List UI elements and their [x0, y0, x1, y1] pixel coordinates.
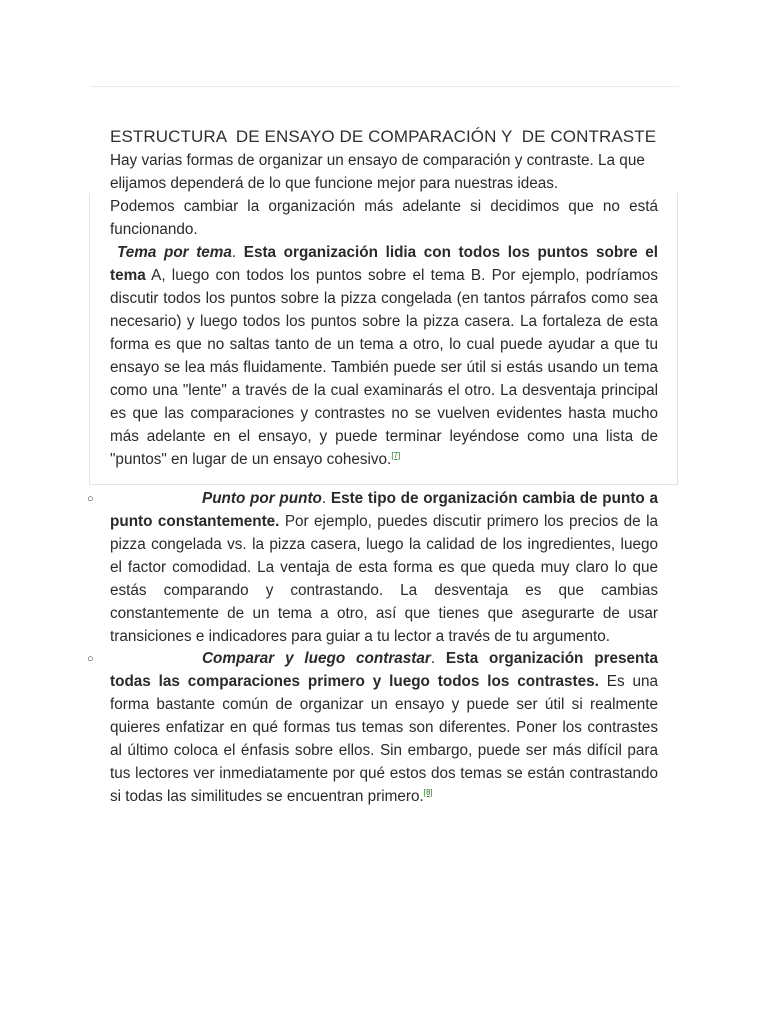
section-comparar-y-contrastar: [110, 647, 658, 808]
section-tema-por-tema: [110, 241, 658, 471]
intro-paragraph: [110, 149, 658, 195]
intro-paragraph-2: [110, 195, 658, 241]
reference-link-7[interactable]: [7]: [391, 451, 401, 460]
section2-body: Por ejemplo, puedes discutir primero los precios de la pizza congelada vs. la pizza casera, luego la calidad de los ingredientes, luego el factor comodidad. La ventaja de esta forma es que queda muy claro lo que estás comparando y contrastando. La desventaja es que cambias constantemente de un tema a otro, así que tienes que asegurarte de usar transiciones e indicadores para guiar a tu lector a través de tu argumento.: [110, 513, 658, 645]
section-punto-por-punto: [110, 487, 658, 648]
document-title: ESTRUCTURA DE ENSAYO DE COMPARACIÓN Y DE CONTRASTE: [110, 127, 657, 146]
term-comparar-y-contrastar: Comparar y luego contrastar: [202, 650, 431, 667]
section1-body: A, luego con todos los puntos sobre el tema B. Por ejemplo, podríamos discutir todos los puntos sobre la pizza congelada (en tantos párrafos como sea necesario) y luego todos los puntos sobre la pizza casera. La fortaleza de esta forma es que no saltas tanto de un tema a otro, lo cual puede ayudar a que tu ensayo se lea más fluidamente. También puede ser útil si estás usando un tema como una "lente" a través de la cual examinarás el otro. La desventaja principal es que las comparaciones y contrastes no se vuelven evidentes hasta mucho más adelante en el ensayo, y puede terminar leyéndose como una lista de "puntos" en lugar de un ensayo cohesivo.: [110, 267, 658, 468]
section1-bold-text: Esta organización lidia con todos los puntos sobre el tema: [110, 244, 659, 284]
term-separator: .: [321, 490, 327, 507]
section3-body: Es una forma bastante común de organizar un ensayo y puede ser útil si realmente quieres enfatizar en qué formas tus temas son diferentes. Poner los contrastes al último coloca el énfasis sobre ellos. Sin embargo, puede ser más difícil para tus lectores ver inmediatamente por qué estos dos temas se están contrastando si todas las similitudes se encuentran primero.: [110, 673, 658, 805]
term-tema-por-tema: Tema por tema: [117, 244, 232, 261]
reference-link-8[interactable]: [8]: [423, 788, 433, 797]
section3-bold-text: Esta organización presenta todas las comparaciones primero y luego todos los contrastes.: [110, 650, 658, 690]
term-punto-por-punto: Punto por punto: [202, 490, 322, 507]
bullet-hollow-circle-icon: ○: [87, 653, 94, 665]
term-separator: .: [430, 650, 436, 667]
term-separator: .: [231, 244, 237, 261]
bullet-hollow-circle-icon: ○: [87, 493, 94, 505]
intro-text-2: Podemos cambiar la organización más adelante si decidimos que no está funcionando.: [110, 198, 658, 238]
section2-bold-text: Este tipo de organización cambia de punto a punto constantemente.: [110, 490, 658, 530]
intro-text: Hay varias formas de organizar un ensayo de comparación y contraste. La que elijamos dependerá de lo que funcione mejor para nuestras ideas.: [110, 152, 645, 192]
top-divider: [90, 86, 679, 87]
